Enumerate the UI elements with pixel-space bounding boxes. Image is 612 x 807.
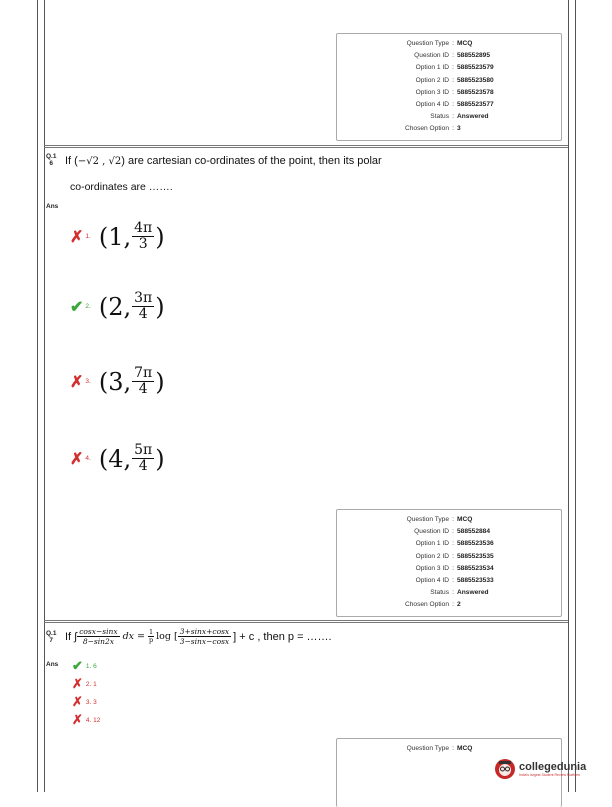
- divider: [44, 147, 568, 148]
- frame-right-outer: [575, 0, 576, 792]
- divider: [44, 622, 568, 623]
- info-sep: :: [452, 552, 454, 560]
- fraction-num: cosx−sinx: [79, 627, 118, 636]
- info-key: Option 4 ID: [415, 577, 449, 585]
- option-math-open: (4,: [98, 444, 132, 473]
- info-sep: :: [452, 564, 454, 572]
- info-row: [337, 551, 561, 563]
- info-key: Option 1 ID: [415, 540, 449, 548]
- fraction-den: 3−sinx−cosx: [179, 637, 230, 646]
- info-sep: :: [452, 52, 454, 60]
- info-sep: :: [452, 528, 454, 536]
- frame-left-outer: [37, 0, 38, 792]
- question-math-dx: dx =: [122, 631, 145, 642]
- info-sep: :: [452, 589, 454, 597]
- question-math-log: log [: [156, 631, 178, 642]
- fraction-den: 3: [138, 236, 148, 252]
- option-2: [70, 291, 165, 322]
- info-value: 5885523579: [457, 64, 494, 72]
- frame-left-inner: [44, 0, 45, 792]
- info-value: 5885523533: [457, 577, 494, 585]
- info-key: Question Type: [406, 745, 449, 752]
- fraction-num: 7π: [134, 365, 153, 381]
- info-key: Question Type: [406, 516, 449, 523]
- option-2: [72, 676, 105, 692]
- ans-label: Ans: [46, 661, 59, 668]
- question-number: [46, 153, 56, 167]
- option-math-open: (2,: [98, 292, 132, 321]
- fraction-den: p: [148, 636, 154, 644]
- question-text-line1: [65, 155, 382, 167]
- info-key: Option 2 ID: [415, 76, 449, 84]
- info-sep: :: [452, 113, 454, 121]
- collegedunia-logo: [494, 758, 586, 780]
- info-row: [337, 526, 561, 538]
- divider: [44, 145, 568, 146]
- question-text-post: ) are cartesian co-ordinates of the point, then its polar: [121, 155, 382, 167]
- info-value: MCQ: [457, 40, 473, 47]
- option-math: [99, 443, 165, 474]
- info-sep: :: [452, 125, 454, 133]
- info-row: [337, 587, 561, 599]
- integrand-fraction: [77, 627, 119, 646]
- question-text: [65, 627, 332, 646]
- fraction-num: 4π: [134, 220, 153, 236]
- option-math-close: ): [155, 367, 165, 396]
- info-row: [337, 111, 561, 123]
- info-row: [337, 563, 561, 575]
- info-row: [337, 99, 561, 111]
- info-key: Option 3 ID: [415, 88, 449, 96]
- info-value: 588552884: [457, 528, 491, 536]
- info-value: 5885523536: [457, 540, 494, 548]
- info-key: Status: [430, 113, 449, 121]
- info-row: [337, 514, 561, 526]
- info-value: MCQ: [457, 745, 473, 752]
- option-label: 4. 12: [85, 716, 101, 724]
- option-number: 2.: [85, 303, 91, 310]
- info-row: [337, 599, 561, 611]
- fraction: [132, 291, 154, 322]
- question-text-pre: If (: [65, 155, 78, 167]
- fraction-num: 5π: [134, 442, 153, 458]
- option-math-close: ): [155, 292, 165, 321]
- option-label: 3. 3: [85, 698, 97, 706]
- option-math-open: (1,: [98, 222, 132, 251]
- info-value: 5885523580: [457, 76, 494, 84]
- info-row: [337, 75, 561, 87]
- info-row: [337, 50, 561, 62]
- info-sep: :: [452, 64, 454, 72]
- check-icon: ✔: [70, 298, 84, 316]
- question-number-b: 7: [49, 637, 54, 644]
- option-math-open: (3,: [98, 367, 132, 396]
- info-sep: :: [452, 40, 454, 47]
- question-info-box: [336, 509, 562, 617]
- option-number: 4.: [85, 455, 91, 462]
- info-key: Question ID: [414, 528, 449, 536]
- divider: [44, 620, 568, 621]
- info-row: [337, 62, 561, 74]
- option-4: [70, 443, 165, 474]
- question-text-post: ] + c , then p = …….: [233, 630, 332, 643]
- cross-icon: ✗: [70, 373, 84, 391]
- coefficient-fraction: [148, 629, 154, 644]
- option-math: [99, 221, 165, 252]
- info-value: Answered: [457, 589, 489, 597]
- option-number: 1.: [85, 233, 91, 240]
- option-math-close: ): [155, 444, 165, 473]
- option-math: [99, 366, 165, 397]
- info-key: Chosen Option: [405, 601, 449, 609]
- option-3: [70, 366, 165, 397]
- frame-right-inner: [568, 0, 569, 792]
- info-key: Status: [430, 589, 449, 597]
- question-number-a: Q.1: [46, 630, 57, 637]
- check-icon: ✔: [72, 658, 83, 673]
- log-fraction: [178, 627, 231, 646]
- info-value: 5885523578: [457, 88, 494, 96]
- info-key: Question ID: [414, 52, 449, 60]
- info-row: [337, 123, 561, 135]
- cross-icon: ✗: [70, 228, 84, 246]
- option-label: 1. 6: [85, 662, 97, 670]
- info-sep: :: [452, 745, 454, 752]
- option-label: 2. 1: [85, 680, 97, 688]
- cross-icon: ✗: [72, 694, 83, 709]
- info-value: MCQ: [457, 516, 473, 523]
- fraction: [132, 443, 154, 474]
- fraction-den: 8−sin2x: [82, 637, 114, 646]
- info-row: [337, 575, 561, 587]
- fraction-num: 3π: [134, 290, 153, 306]
- question-number-b: 6: [49, 160, 54, 167]
- logo-mascot-icon: [494, 758, 516, 780]
- info-key: Question Type: [406, 40, 449, 47]
- info-value: 2: [457, 601, 461, 609]
- info-value: 5885523577: [457, 101, 494, 109]
- info-key: Option 2 ID: [415, 552, 449, 560]
- info-sep: :: [452, 601, 454, 609]
- cross-icon: ✗: [70, 450, 84, 468]
- option-4: [72, 712, 108, 728]
- fraction-num: 1: [149, 628, 154, 636]
- info-value: 588552895: [457, 52, 491, 60]
- info-value: 5885523534: [457, 564, 494, 572]
- option-1: [70, 221, 165, 252]
- logo-brand: collegedunia: [519, 761, 587, 773]
- fraction-num: 3+sinx+cosx: [179, 627, 230, 636]
- ans-label: Ans: [46, 203, 59, 210]
- info-row: [337, 38, 561, 50]
- fraction-den: 4: [138, 306, 148, 322]
- question-number-a: Q.1: [46, 153, 57, 160]
- question-info-box: [336, 33, 562, 141]
- info-value: 3: [457, 125, 461, 133]
- info-row: [337, 743, 561, 755]
- fraction-den: 4: [138, 458, 148, 474]
- fraction: [132, 221, 154, 252]
- question-text-line2: co-ordinates are …….: [70, 181, 173, 193]
- fraction-den: 4: [138, 381, 148, 397]
- info-key: Option 3 ID: [415, 564, 449, 572]
- option-3: [72, 694, 105, 710]
- info-key: Chosen Option: [405, 125, 449, 133]
- info-sep: :: [452, 577, 454, 585]
- logo-tagline: India's largest Student Review Platform: [519, 773, 580, 777]
- info-sep: :: [452, 516, 454, 523]
- question-number: [46, 630, 56, 644]
- info-sep: :: [452, 76, 454, 84]
- info-sep: :: [452, 101, 454, 109]
- fraction: [132, 366, 154, 397]
- cross-icon: ✗: [72, 712, 83, 727]
- info-key: Option 1 ID: [415, 64, 449, 72]
- info-key: Option 4 ID: [415, 101, 449, 109]
- info-sep: :: [452, 88, 454, 96]
- info-value: Answered: [457, 113, 489, 121]
- info-row: [337, 87, 561, 99]
- option-number: 3.: [85, 378, 91, 385]
- info-row: [337, 538, 561, 550]
- info-sep: :: [452, 540, 454, 548]
- question-text-pre: If ∫: [65, 630, 78, 643]
- cross-icon: ✗: [72, 676, 83, 691]
- info-value: 5885523535: [457, 552, 494, 560]
- option-1: [72, 658, 105, 674]
- option-math-close: ): [155, 222, 165, 251]
- question-math: −√2 , √2: [77, 156, 122, 167]
- option-math: [99, 291, 165, 322]
